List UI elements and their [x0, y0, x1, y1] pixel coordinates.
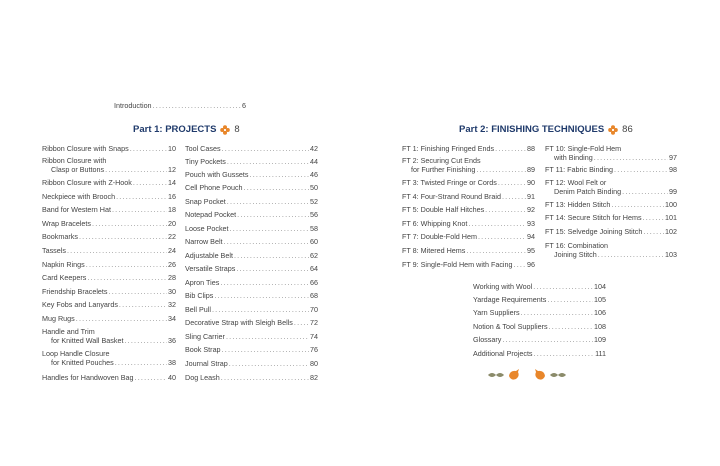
toc-entry — [42, 193, 176, 202]
entry-page: 56 — [310, 210, 318, 219]
entry-title: Decorative Strap with Sleigh Bells — [185, 318, 293, 327]
toc-entry — [42, 350, 176, 367]
entry-title: Journal Strap — [185, 359, 228, 368]
leader-dots — [226, 333, 309, 342]
entry-title: FT 7: Double-Fold Hem — [402, 232, 477, 241]
entry-title: Yardage Requirements — [473, 295, 547, 304]
leader-dots — [221, 374, 309, 383]
entry-title: Cell Phone Pouch — [185, 183, 243, 192]
entry-page: 26 — [168, 260, 176, 269]
leader-dots — [502, 336, 593, 345]
toc-entry — [185, 265, 318, 274]
entry-title: FT 3: Twisted Fringe or Cords — [402, 178, 497, 187]
leader-dots — [76, 315, 167, 324]
part2-title: Part 2: FINISHING TECHNIQUES — [459, 124, 605, 135]
entry-title: Ribbon Closure with — [42, 156, 107, 165]
entry-page: 20 — [168, 219, 176, 228]
toc-entry — [402, 220, 535, 229]
leader-dots — [133, 179, 167, 188]
leader-dots — [476, 166, 526, 175]
leader-dots — [594, 154, 668, 163]
entry-title: Notepad Pocket — [185, 210, 237, 219]
entry-page: 100 — [665, 200, 677, 209]
entry-page: 12 — [168, 164, 176, 174]
toc-entry — [185, 306, 318, 315]
leader-dots — [227, 198, 309, 207]
toc-entry — [42, 179, 176, 188]
leader-dots — [622, 188, 668, 197]
toc-entry — [402, 157, 535, 174]
entry-title: Bell Pull — [185, 305, 211, 314]
leader-dots — [237, 211, 309, 220]
entry-title: Denim Patch Binding — [554, 186, 622, 196]
part1-page: 8 — [234, 124, 240, 135]
entry-page: 101 — [665, 213, 677, 222]
leader-dots — [79, 233, 167, 242]
entry-page: 89 — [527, 164, 535, 174]
entry-page: 62 — [310, 251, 318, 260]
leader-dots — [468, 220, 526, 229]
entry-page: 111 — [595, 349, 606, 358]
entry-title: Key Fobs and Lanyards — [42, 300, 118, 309]
leader-dots — [116, 193, 167, 202]
entry-title: Apron Ties — [185, 278, 220, 287]
entry-page: 92 — [527, 205, 535, 214]
leader-dots — [229, 360, 309, 369]
toc-entry — [185, 198, 318, 207]
toc-entry — [473, 296, 606, 305]
leader-dots — [549, 323, 593, 332]
toc-entry — [185, 211, 318, 220]
entry-title: Band for Western Hat — [42, 205, 111, 214]
leader-dots — [214, 292, 309, 301]
toc-entry — [42, 274, 176, 283]
leader-dots — [294, 319, 309, 328]
toc-entry — [545, 179, 677, 196]
entry-page: 50 — [310, 183, 318, 192]
entry-title: FT 12: Wool Felt or — [545, 178, 607, 187]
leader-dots — [224, 238, 309, 247]
toc-entry — [42, 247, 176, 256]
leader-dots — [643, 214, 664, 223]
entry-title: FT 11: Fabric Binding — [545, 165, 614, 174]
leader-dots — [124, 337, 167, 346]
entry-page: 90 — [527, 178, 535, 187]
toc-entry — [402, 233, 535, 242]
toc-entry — [473, 283, 606, 292]
entry-title: Snap Pocket — [185, 197, 226, 206]
leader-dots — [547, 296, 593, 305]
entry-title: Card Keepers — [42, 273, 87, 282]
toc-entry — [185, 225, 318, 234]
entry-page: 42 — [310, 144, 318, 153]
leader-dots — [67, 247, 167, 256]
leader-dots — [643, 228, 664, 237]
entry-page: 38 — [168, 357, 176, 367]
entry-title: Notion & Tool Suppliers — [473, 322, 548, 331]
entry-page: 93 — [527, 219, 535, 228]
entry-page: 97 — [669, 152, 677, 162]
entry-page: 22 — [168, 232, 176, 241]
toc-entry — [402, 193, 535, 202]
toc-entry — [185, 238, 318, 247]
leader-dots — [220, 279, 309, 288]
leader-dots — [521, 309, 593, 318]
entry-page: 68 — [310, 291, 318, 300]
entry-title: FT 16: Combination — [545, 241, 608, 250]
leader-dots — [234, 252, 309, 261]
leader-dots — [498, 179, 526, 188]
entry-title: FT 15: Selvedge Joining Stitch — [545, 227, 643, 236]
entry-title: Joining Stitch — [554, 249, 597, 259]
entry-page: 106 — [594, 308, 606, 317]
entry-page: 66 — [310, 278, 318, 287]
toc-entry — [185, 346, 318, 355]
entry-title: FT 1: Finishing Fringed Ends — [402, 144, 495, 153]
entry-page: 46 — [310, 170, 318, 179]
toc-entry — [473, 336, 606, 345]
toc-entry — [42, 301, 176, 310]
entry-title: Tool Cases — [185, 144, 221, 153]
toc-entry — [402, 179, 535, 188]
leader-dots — [611, 201, 664, 210]
leader-dots — [614, 166, 668, 175]
entry-page: 74 — [310, 332, 318, 341]
toc-entry — [42, 157, 176, 174]
entry-title: Adjustable Belt — [185, 251, 233, 260]
entry-title: FT 10: Single-Fold Hem — [545, 144, 622, 153]
toc-entry — [545, 201, 677, 210]
entry-title: Dog Leash — [185, 373, 220, 382]
entry-title: with Binding — [554, 152, 593, 162]
toc-entry — [185, 279, 318, 288]
entry-title: FT 5: Double Half Hitches — [402, 205, 485, 214]
entry-title: Glossary — [473, 335, 502, 344]
leader-dots — [222, 145, 309, 154]
entry-page: 104 — [594, 282, 606, 291]
toc-entry — [42, 233, 176, 242]
toc-entry — [185, 374, 318, 383]
toc-entry — [402, 145, 535, 154]
entry-page: 6 — [242, 101, 246, 110]
entry-title: FT 9: Single-Fold Hem with Facing — [402, 260, 513, 269]
toc-entry — [402, 206, 535, 215]
entry-page: 18 — [168, 205, 176, 214]
leader-dots — [533, 283, 593, 292]
entry-page: 14 — [168, 178, 176, 187]
entry-page: 10 — [168, 144, 176, 153]
entry-page: 91 — [527, 192, 535, 201]
entry-title: Handles for Handwoven Bag — [42, 373, 134, 382]
entry-page: 44 — [310, 157, 318, 166]
entry-page: 16 — [168, 192, 176, 201]
entry-title: Pouch with Gussets — [185, 170, 249, 179]
entry-title: Wrap Bracelets — [42, 219, 91, 228]
entry-page: 60 — [310, 237, 318, 246]
leader-dots — [130, 145, 167, 154]
entry-title: FT 14: Secure Stitch for Hems — [545, 213, 642, 222]
leader-dots — [92, 220, 167, 229]
entry-title: for Knitted Pouches — [51, 357, 114, 367]
leader-dots — [466, 247, 526, 256]
toc-entry — [185, 360, 318, 369]
entry-title: for Knitted Wall Basket — [51, 335, 124, 345]
toc-entry — [42, 145, 176, 154]
part2-heading — [459, 124, 633, 135]
leader-dots — [87, 274, 167, 283]
leader-dots — [212, 306, 309, 315]
entry-title: Yarn Suppliers — [473, 308, 520, 317]
toc-intro — [114, 102, 246, 111]
toc-entry — [42, 206, 176, 215]
entry-title: FT 13: Hidden Stitch — [545, 200, 611, 209]
entry-title: FT 4: Four-Strand Round Braid — [402, 192, 501, 201]
entry-title: Book Strap — [185, 345, 221, 354]
entry-page: 108 — [594, 322, 606, 331]
leader-dots — [222, 346, 309, 355]
entry-page: 52 — [310, 197, 318, 206]
leader-dots — [478, 233, 526, 242]
toc-entry — [185, 145, 318, 154]
entry-title: Sling Carrier — [185, 332, 225, 341]
entry-title: Napkin Rings — [42, 260, 85, 269]
entry-page: 30 — [168, 287, 176, 296]
toc-entry — [42, 220, 176, 229]
toc-entry — [185, 171, 318, 180]
toc-entry — [473, 309, 606, 318]
quatrefoil-icon — [608, 125, 618, 135]
entry-page: 109 — [594, 335, 606, 344]
entry-title: Handle and Trim — [42, 327, 95, 336]
leader-dots — [109, 288, 167, 297]
entry-title: Versatile Straps — [185, 264, 236, 273]
leader-dots — [495, 145, 526, 154]
quatrefoil-icon — [220, 125, 230, 135]
leader-dots — [230, 225, 309, 234]
entry-title: Tassels — [42, 246, 66, 255]
leader-dots — [250, 171, 309, 180]
toc-entry — [473, 323, 606, 332]
bird-ornament — [486, 367, 568, 383]
leader-dots — [135, 374, 168, 383]
toc-entry — [402, 261, 535, 270]
toc-entry — [185, 333, 318, 342]
entry-page: 95 — [527, 246, 535, 255]
entry-title: Ribbon Closure with Z-Hook — [42, 178, 132, 187]
entry-title: Bib Clips — [185, 291, 214, 300]
entry-title: Narrow Belt — [185, 237, 223, 246]
entry-title: Tiny Pockets — [185, 157, 226, 166]
entry-title: Additional Projects — [473, 349, 533, 358]
entry-page: 70 — [310, 305, 318, 314]
toc-entry — [473, 350, 606, 359]
entry-page: 96 — [527, 260, 535, 269]
entry-page: 80 — [310, 359, 318, 368]
entry-title: FT 8: Mitered Hems — [402, 246, 466, 255]
toc-entry — [545, 242, 677, 259]
leader-dots — [502, 193, 526, 202]
toc-entry — [185, 158, 318, 167]
entry-page: 103 — [665, 249, 677, 259]
entry-page: 36 — [168, 335, 176, 345]
entry-title: Loop Handle Closure — [42, 349, 110, 358]
entry-title: for Further Finishing — [411, 164, 476, 174]
entry-page: 40 — [168, 373, 176, 382]
leader-dots — [244, 184, 309, 193]
entry-title: Working with Wool — [473, 282, 533, 291]
entry-page: 94 — [527, 232, 535, 241]
toc-entry — [545, 228, 677, 237]
entry-title: Loose Pocket — [185, 224, 229, 233]
entry-title: FT 6: Whipping Knot — [402, 219, 468, 228]
toc-entry — [545, 166, 677, 175]
entry-page: 88 — [527, 144, 535, 153]
part1-heading — [133, 124, 240, 135]
entry-page: 34 — [168, 314, 176, 323]
leader-dots — [105, 166, 167, 175]
entry-page: 32 — [168, 300, 176, 309]
leader-dots — [514, 261, 526, 270]
leader-dots — [485, 206, 526, 215]
entry-title: FT 2: Securing Cut Ends — [402, 156, 481, 165]
toc-entry — [42, 374, 176, 383]
entry-page: 98 — [669, 165, 677, 174]
toc-entry — [42, 288, 176, 297]
entry-page: 105 — [594, 295, 606, 304]
toc-entry — [185, 292, 318, 301]
toc-entry — [402, 247, 535, 256]
leader-dots — [598, 251, 664, 260]
leader-dots — [236, 265, 309, 274]
entry-page: 72 — [310, 318, 318, 327]
leader-dots — [534, 350, 595, 359]
toc-entry — [42, 328, 176, 345]
entry-page: 99 — [669, 186, 677, 196]
toc-entry — [545, 145, 677, 162]
entry-title: Clasp or Buttons — [51, 164, 105, 174]
entry-page: 76 — [310, 345, 318, 354]
toc-entry — [42, 261, 176, 270]
leader-dots — [119, 301, 167, 310]
toc-entry — [42, 315, 176, 324]
leader-dots — [227, 158, 309, 167]
leader-dots — [115, 359, 167, 368]
entry-page: 24 — [168, 246, 176, 255]
entry-title: Bookmarks — [42, 232, 78, 241]
toc-entry — [545, 214, 677, 223]
entry-page: 102 — [665, 227, 677, 236]
entry-page: 28 — [168, 273, 176, 282]
entry-page: 64 — [310, 264, 318, 273]
leader-dots — [86, 261, 167, 270]
entry-page: 58 — [310, 224, 318, 233]
entry-title: Mug Rugs — [42, 314, 75, 323]
part2-page: 86 — [622, 124, 633, 135]
entry-page: 82 — [310, 373, 318, 382]
entry-title: Ribbon Closure with Snaps — [42, 144, 129, 153]
entry-title: Introduction — [114, 101, 152, 110]
entry-title: Friendship Bracelets — [42, 287, 108, 296]
toc-entry — [185, 319, 318, 328]
toc-entry — [185, 252, 318, 261]
entry-title: Neckpiece with Brooch — [42, 192, 116, 201]
toc-entry — [185, 184, 318, 193]
part1-title: Part 1: PROJECTS — [133, 124, 217, 135]
leader-dots — [112, 206, 167, 215]
